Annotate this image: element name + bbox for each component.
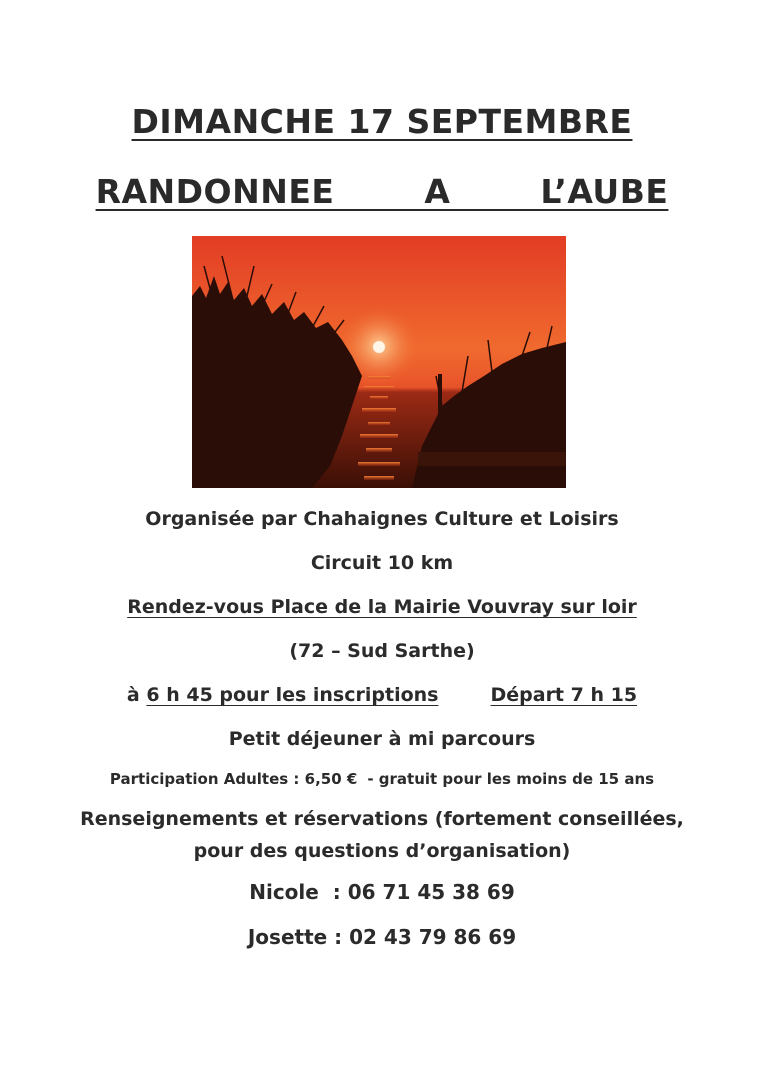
info-line-2: pour des questions d’organisation) [193, 840, 571, 862]
participation-price: Participation Adultes : 6,50 € [109, 770, 358, 788]
meeting-point-line [0, 596, 764, 618]
event-date-title: DIMANCHE 17 SEPTEMBRE [131, 102, 633, 141]
region-line: (72 – Sud Sarthe) [289, 640, 475, 662]
departure-time: Départ 7 h 15 [490, 684, 638, 706]
free-note: - gratuit pour les moins de 15 ans [367, 770, 655, 788]
event-name-title: RANDONNEE A L’AUBE [95, 172, 669, 211]
contact-nicole: Nicole : 06 71 45 38 69 [249, 880, 515, 904]
registration-time: 6 h 45 pour les inscriptions [146, 684, 439, 706]
sunset-photo [192, 236, 566, 488]
contact-josette: Josette : 02 43 79 86 69 [247, 925, 517, 949]
schedule-line [0, 684, 764, 706]
registration-prefix: à [126, 684, 140, 706]
breakfast-line: Petit déjeuner à mi parcours [228, 728, 536, 750]
meeting-point-text: Rendez-vous Place de la Mairie Vouvray sur loir [127, 596, 637, 618]
info-line-1: Renseignements et réservations (fortement conseillées, [80, 808, 684, 830]
sunset-over-water-image [192, 236, 566, 488]
organizer-line: Organisée par Chahaignes Culture et Loisirs [145, 508, 619, 530]
circuit-line: Circuit 10 km [310, 552, 454, 574]
participation-line [0, 770, 764, 788]
